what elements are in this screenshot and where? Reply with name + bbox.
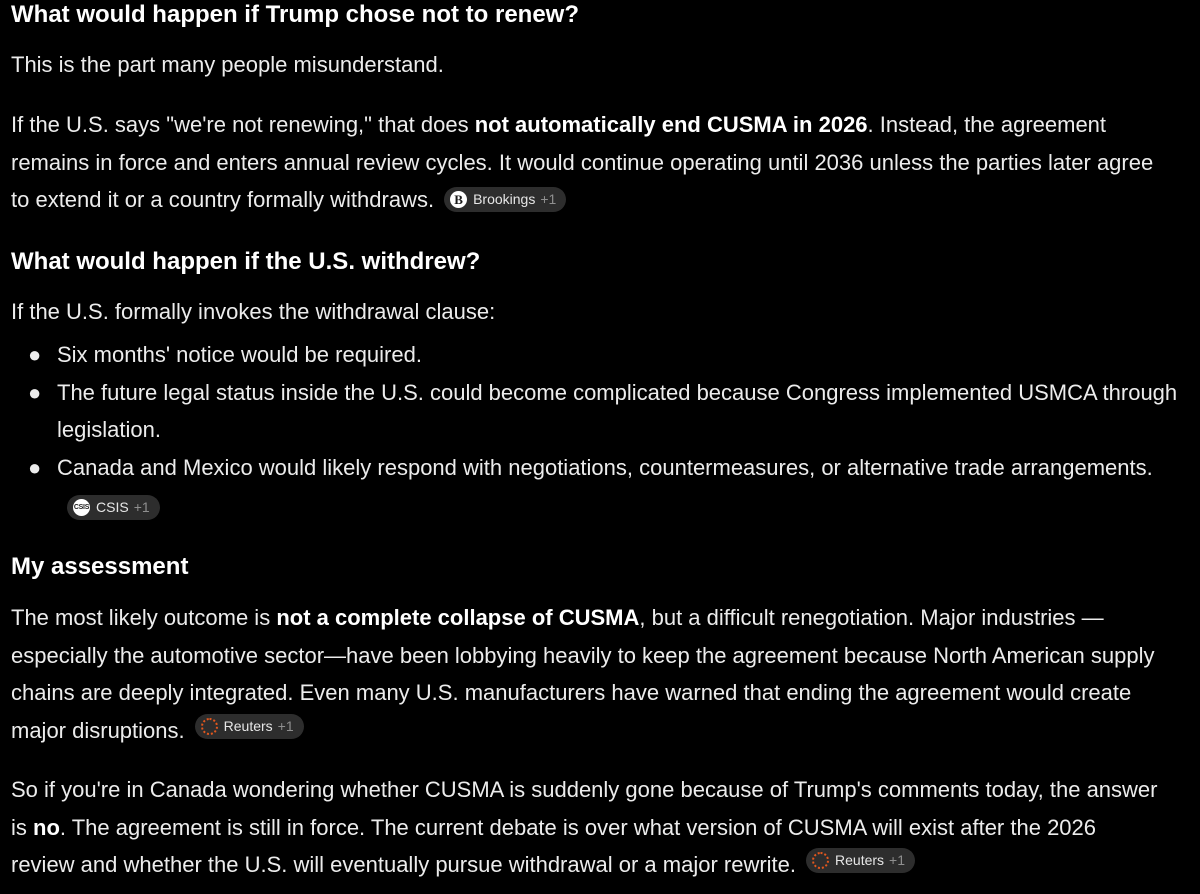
paragraph-withdraw-intro: If the U.S. formally invokes the withdrawal clause: [11, 299, 496, 324]
citation-source: CSIS [96, 499, 129, 515]
reuters-logo-icon [812, 852, 829, 869]
reuters-logo-icon [201, 718, 218, 735]
paragraph-conclusion [11, 771, 1161, 884]
bold-text: not automatically end CUSMA in 2026 [474, 112, 868, 137]
heading-us-withdrew: What would happen if the U.S. withdrew? [11, 248, 481, 275]
citation-chip-reuters[interactable] [195, 714, 304, 739]
citation-more-count: +1 [889, 852, 906, 868]
citation-more-count: +1 [540, 191, 557, 207]
bullet-icon: ● [28, 454, 42, 480]
text-run: . Instead, the agreement remains in force and enters annual review cycles. It would continue operating until 2036 unless the parties later agree to extend it or a country formally withdraws. [11, 112, 1154, 212]
text-run: The most likely outcome is [11, 605, 277, 630]
citation-chip-reuters-2[interactable] [806, 848, 915, 873]
text-run: If the U.S. says "we're not renewing," that does [11, 112, 475, 137]
brookings-logo-icon: B [450, 191, 467, 208]
heading-assessment: My assessment [11, 553, 189, 580]
list-item-text: Six months' notice would be required. [57, 342, 422, 367]
list-item [28, 449, 1200, 524]
paragraph-intro: This is the part many people misunderstand. [11, 52, 444, 77]
paragraph-assessment [11, 599, 1191, 749]
citation-more-count: +1 [277, 717, 294, 734]
heading-trump-renew: What would happen if Trump chose not to renew? [11, 1, 579, 28]
text-run: . The agreement is still in force. The current debate is over what version of CUSMA will exist after the 2026 review and whether the U.S. will eventually pursue withdrawal or a major rewrite. [11, 814, 1097, 877]
withdrawal-list [11, 336, 1200, 524]
paragraph-renewal [11, 106, 1171, 219]
text-run: So if you're in Canada wondering whether CUSMA is suddenly gone because of Trump's comments today, the answer is [11, 777, 1158, 840]
csis-logo-icon: CSIS [73, 499, 90, 516]
citation-source: Reuters [223, 717, 273, 734]
citation-chip-brookings[interactable] [444, 187, 566, 212]
list-item [28, 374, 1200, 449]
citation-source: Brookings [473, 191, 536, 207]
citation-more-count: +1 [133, 499, 150, 515]
text-run: , but a difficult renegotiation. Major industries —especially the automotive sector—have been lobbying heavily to keep the agreement because North American supply chains are deeply integrated. Even many U.S. manufacturers have warned that ending the agreement would create major disruptions. [11, 605, 1155, 743]
citation-chip-csis[interactable] [67, 495, 160, 520]
bullet-icon: ● [28, 342, 42, 367]
citation-source: Reuters [835, 852, 885, 868]
list-item-text: Canada and Mexico would likely respond with negotiations, countermeasures, or alternative trade arrangements. [57, 454, 1153, 480]
bullet-icon: ● [28, 379, 42, 405]
list-item-text: The future legal status inside the U.S. could become complicated because Congress implemented USMCA through legislation. [57, 379, 1178, 442]
list-item [28, 336, 1200, 374]
bold-text: not a complete collapse of CUSMA [276, 605, 640, 630]
bold-text: no [33, 814, 60, 840]
